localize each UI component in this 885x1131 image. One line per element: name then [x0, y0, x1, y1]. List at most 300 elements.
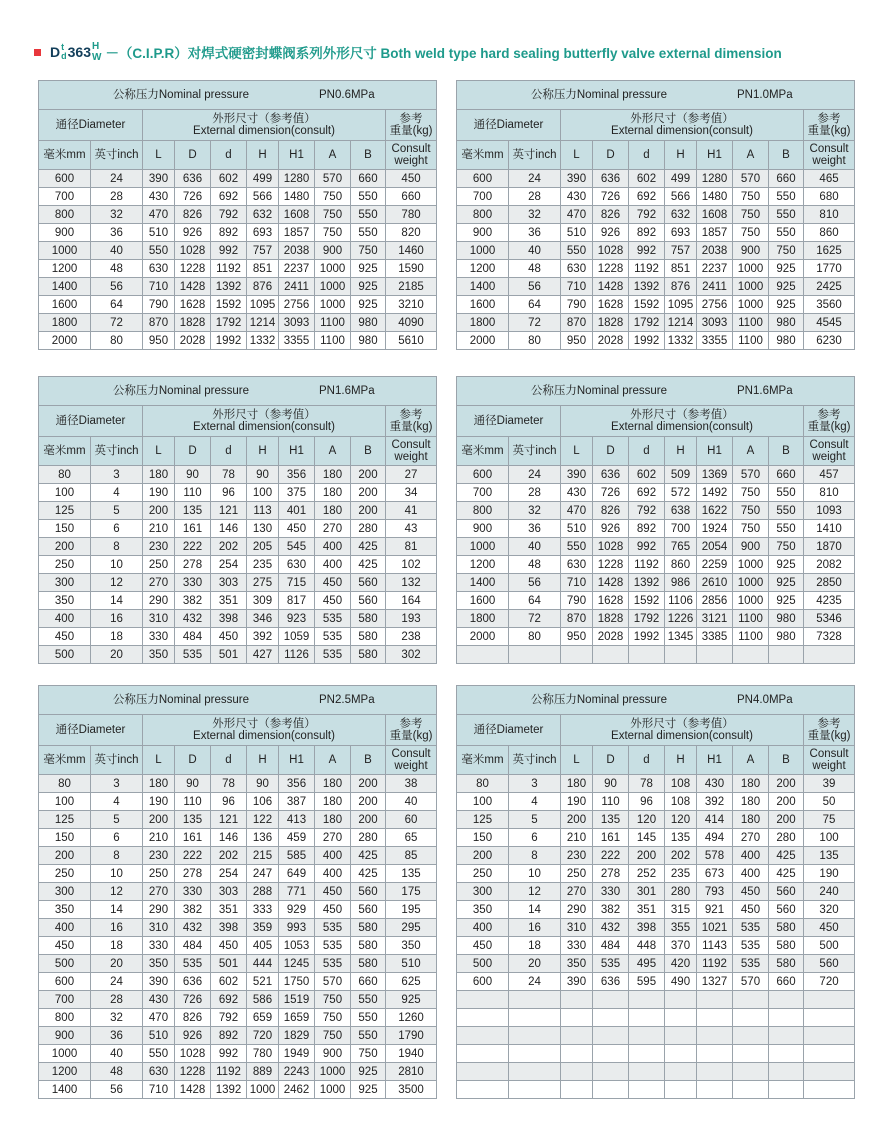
table-cell: 535: [733, 937, 769, 955]
table-cell: 1059: [279, 628, 315, 646]
table-row: [457, 466, 855, 484]
title-text: －（C.I.P.R）对焊式硬密封蝶阀系列外形尺寸 Both weld type hard sealing butterfly valve external dimension: [105, 46, 782, 61]
table-row: [457, 188, 855, 206]
table-cell: 100: [39, 793, 91, 811]
table-cell: 215: [247, 847, 279, 865]
table-cell: 190: [561, 793, 593, 811]
weight-header-cn-2: 重量(kg): [807, 730, 851, 742]
table-cell: 1000: [315, 278, 351, 296]
table-cell: 900: [733, 538, 769, 556]
table-cell: 1800: [39, 314, 91, 332]
weight-header-en-1: Consult: [809, 748, 849, 760]
table-cell: 1228: [175, 1063, 211, 1081]
table-cell: 270: [315, 520, 351, 538]
empty-cell: [561, 1081, 593, 1099]
table-cell: 202: [211, 538, 247, 556]
table-cell: 636: [593, 170, 629, 188]
empty-cell: [509, 646, 561, 664]
table-cell: 180: [315, 466, 351, 484]
table-cell: 3121: [697, 610, 733, 628]
table-cell: 700: [39, 188, 91, 206]
empty-cell: [593, 1009, 629, 1027]
table-cell: 40: [386, 793, 437, 811]
table-cell: 710: [143, 278, 175, 296]
table-row: [457, 314, 855, 332]
table-cell: 350: [457, 901, 509, 919]
table-cell: 3: [91, 466, 143, 484]
weight-header-cn-1: 参考: [399, 718, 423, 730]
table-cell: 926: [593, 224, 629, 242]
table-cell: 550: [143, 1045, 175, 1063]
table-cell: 925: [769, 592, 804, 610]
table-cell: 20: [91, 955, 143, 973]
table-cell: 32: [91, 1009, 143, 1027]
table-cell: 560: [351, 592, 386, 610]
column-header-a: A: [315, 746, 351, 775]
table-cell: 235: [247, 556, 279, 574]
table-cell: 1093: [804, 502, 855, 520]
table-cell: 200: [143, 502, 175, 520]
table-cell: 750: [315, 991, 351, 1009]
table-cell: 459: [279, 829, 315, 847]
table-row: [457, 206, 855, 224]
table-cell: 330: [175, 883, 211, 901]
table-cell: 572: [665, 484, 697, 502]
table-row: [457, 574, 855, 592]
table-cell: 484: [593, 937, 629, 955]
column-header-h1: H1: [279, 141, 315, 170]
table-cell: 1400: [39, 1081, 91, 1099]
table-cell: 90: [593, 775, 629, 793]
table-cell: 3: [91, 775, 143, 793]
column-header-a: A: [315, 141, 351, 170]
column-header-d: D: [175, 437, 211, 466]
table-cell: 48: [509, 260, 561, 278]
table-cell: 5: [91, 502, 143, 520]
table-cell: 925: [769, 260, 804, 278]
table-cell: 6: [509, 829, 561, 847]
table-cell: 550: [351, 1027, 386, 1045]
weight-header-en-1: Consult: [809, 439, 849, 451]
model-hw-top: H: [91, 41, 100, 52]
table-cell: 636: [175, 170, 211, 188]
table-cell: 121: [211, 502, 247, 520]
pressure-header: [39, 81, 437, 110]
empty-row: [457, 991, 855, 1009]
table-cell: 5610: [386, 332, 437, 350]
empty-cell: [509, 1009, 561, 1027]
column-header-h1: H1: [697, 141, 733, 170]
table-cell: 1392: [211, 1081, 247, 1099]
empty-cell: [629, 646, 665, 664]
table-cell: 659: [247, 1009, 279, 1027]
table-cell: 602: [629, 466, 665, 484]
pressure-header: [39, 686, 437, 715]
table-cell: 300: [457, 883, 509, 901]
column-header-mm: 毫米mm: [39, 746, 91, 775]
table-cell: 793: [697, 883, 733, 901]
table-cell: 925: [769, 278, 804, 296]
table-cell: 925: [769, 556, 804, 574]
table-cell: 1000: [247, 1081, 279, 1099]
pressure-value: PN1.6MPa: [319, 385, 375, 397]
table-cell: 309: [247, 592, 279, 610]
empty-cell: [733, 1063, 769, 1081]
table-cell: 535: [315, 628, 351, 646]
table-cell: 90: [175, 775, 211, 793]
table-cell: 602: [211, 170, 247, 188]
empty-cell: [457, 991, 509, 1009]
table-cell: 792: [629, 502, 665, 520]
table-cell: 750: [733, 188, 769, 206]
table-cell: 1000: [39, 1045, 91, 1063]
empty-cell: [561, 646, 593, 664]
table-cell: 900: [39, 224, 91, 242]
table-cell: 250: [39, 556, 91, 574]
table-cell: 4545: [804, 314, 855, 332]
table-cell: 400: [733, 847, 769, 865]
column-header-a: A: [733, 437, 769, 466]
table-row: [39, 1063, 437, 1081]
table-row: [457, 278, 855, 296]
table-row: [39, 937, 437, 955]
table-cell: 826: [593, 206, 629, 224]
empty-cell: [804, 1009, 855, 1027]
table-cell: 110: [175, 484, 211, 502]
column-header-d: d: [629, 437, 665, 466]
table-cell: 580: [351, 610, 386, 628]
table-cell: 432: [175, 919, 211, 937]
table-cell: 1000: [733, 260, 769, 278]
table-cell: 240: [804, 883, 855, 901]
table-cell: 14: [509, 901, 561, 919]
table-row: [39, 332, 437, 350]
table-row: [457, 592, 855, 610]
table-cell: 330: [143, 628, 175, 646]
table-cell: 254: [211, 556, 247, 574]
table-cell: 500: [39, 955, 91, 973]
table-cell: 1600: [39, 296, 91, 314]
empty-cell: [769, 1045, 804, 1063]
empty-cell: [593, 646, 629, 664]
table-cell: 1400: [457, 574, 509, 592]
diameter-header: 通径Diameter: [457, 715, 561, 746]
table-cell: 210: [561, 829, 593, 847]
table-cell: 1028: [593, 242, 629, 260]
model-hw-bottom: W: [91, 52, 102, 63]
table-cell: 580: [351, 919, 386, 937]
table-cell: 1028: [593, 538, 629, 556]
table-cell: 926: [593, 520, 629, 538]
table-cell: 750: [769, 538, 804, 556]
table-cell: 1949: [279, 1045, 315, 1063]
empty-cell: [769, 1081, 804, 1099]
column-header-weight: [804, 437, 855, 466]
empty-cell: [665, 991, 697, 1009]
empty-cell: [804, 1081, 855, 1099]
table-row: [457, 170, 855, 188]
table-cell: 210: [143, 520, 175, 538]
table-cell: 180: [733, 775, 769, 793]
table-cell: 550: [561, 538, 593, 556]
empty-cell: [769, 991, 804, 1009]
table-cell: 1000: [39, 242, 91, 260]
table-cell: 2237: [697, 260, 733, 278]
pressure-header-row: [39, 686, 437, 715]
pressure-header: [457, 81, 855, 110]
table-cell: 980: [351, 332, 386, 350]
table-cell: 765: [665, 538, 697, 556]
column-header-l: L: [561, 141, 593, 170]
column-header-a: A: [733, 746, 769, 775]
pressure-header: [457, 686, 855, 715]
table-cell: 80: [509, 628, 561, 646]
diameter-header: 通径Diameter: [457, 110, 561, 141]
table-cell: 400: [315, 865, 351, 883]
table-cell: 108: [665, 793, 697, 811]
diameter-header: 通径Diameter: [39, 715, 143, 746]
column-header-h: H: [247, 141, 279, 170]
dimension-header-en: External dimension(consult): [611, 125, 753, 137]
pressure-value: PN2.5MPa: [319, 694, 375, 706]
column-header-mm: 毫米mm: [457, 141, 509, 170]
weight-header-en-2: weight: [394, 760, 428, 772]
table-cell: 771: [279, 883, 315, 901]
table-row: [39, 242, 437, 260]
table-cell: 150: [39, 520, 91, 538]
table-row: [457, 242, 855, 260]
empty-row: [457, 1027, 855, 1045]
empty-cell: [665, 1063, 697, 1081]
table-cell: 3: [509, 775, 561, 793]
pressure-header: [457, 377, 855, 406]
table-cell: 860: [804, 224, 855, 242]
table-cell: 1226: [665, 610, 697, 628]
table-cell: 1192: [629, 260, 665, 278]
table-cell: 926: [175, 224, 211, 242]
column-header-d: d: [211, 746, 247, 775]
table-cell: 200: [629, 847, 665, 865]
weight-header-en-2: weight: [812, 451, 846, 463]
column-header-b: B: [351, 141, 386, 170]
table-cell: 10: [91, 556, 143, 574]
table-row: [39, 811, 437, 829]
table-cell: 38: [386, 775, 437, 793]
table-cell: 350: [143, 955, 175, 973]
table-cell: 680: [804, 188, 855, 206]
empty-cell: [629, 1063, 665, 1081]
table-cell: 2028: [175, 332, 211, 350]
empty-cell: [629, 1081, 665, 1099]
column-header-b: B: [351, 746, 386, 775]
table-cell: 3355: [697, 332, 733, 350]
table-cell: 580: [351, 955, 386, 973]
table-cell: 1100: [315, 332, 351, 350]
table-cell: 1228: [175, 260, 211, 278]
table-cell: 56: [509, 278, 561, 296]
table-cell: 710: [561, 574, 593, 592]
table-cell: 950: [561, 332, 593, 350]
empty-cell: [593, 1045, 629, 1063]
table-cell: 750: [733, 502, 769, 520]
table-row: [457, 538, 855, 556]
table-cell: 1100: [733, 628, 769, 646]
column-header-row: [457, 437, 855, 466]
empty-cell: [509, 1027, 561, 1045]
table-row: [39, 775, 437, 793]
dimension-header-cn: 外形尺寸（参考值）: [630, 113, 734, 125]
column-header-inch: 英寸inch: [91, 141, 143, 170]
table-cell: 726: [593, 188, 629, 206]
table-cell: 135: [665, 829, 697, 847]
pressure-header-row: [39, 81, 437, 110]
table-cell: 450: [733, 883, 769, 901]
table-cell: 750: [351, 1045, 386, 1063]
table-cell: 1327: [697, 973, 733, 991]
weight-header-cn-1: 参考: [817, 409, 841, 421]
weight-header-cn-2: 重量(kg): [807, 421, 851, 433]
table-cell: 851: [247, 260, 279, 278]
table-cell: 1200: [457, 260, 509, 278]
table-cell: 80: [91, 332, 143, 350]
table-cell: 900: [733, 242, 769, 260]
table-cell: 660: [351, 973, 386, 991]
empty-cell: [697, 1081, 733, 1099]
table-cell: 430: [143, 188, 175, 206]
table-row: [457, 955, 855, 973]
table-cell: 180: [315, 811, 351, 829]
table-cell: 1870: [804, 538, 855, 556]
weight-header-cn-1: 参考: [817, 113, 841, 125]
table-row: [457, 811, 855, 829]
table-cell: 193: [386, 610, 437, 628]
table-cell: 150: [39, 829, 91, 847]
table-cell: 720: [804, 973, 855, 991]
column-header-inch: 英寸inch: [509, 141, 561, 170]
table-cell: 1100: [733, 332, 769, 350]
table-cell: 980: [351, 314, 386, 332]
table-cell: 570: [733, 170, 769, 188]
table-cell: 72: [509, 314, 561, 332]
column-header-h1: H1: [697, 437, 733, 466]
table-cell: 398: [211, 610, 247, 628]
dimension-header-row: [39, 406, 437, 437]
pressure-header-row: [39, 377, 437, 406]
table-cell: 750: [351, 242, 386, 260]
table-cell: 430: [561, 484, 593, 502]
pressure-header-row: [457, 81, 855, 110]
table-cell: 510: [386, 955, 437, 973]
table-cell: 600: [457, 170, 509, 188]
table-cell: 270: [315, 829, 351, 847]
table-cell: 420: [665, 955, 697, 973]
table-row: [457, 865, 855, 883]
table-cell: 275: [247, 574, 279, 592]
table-cell: 450: [457, 937, 509, 955]
table-cell: 450: [39, 628, 91, 646]
table-cell: 400: [733, 865, 769, 883]
table-cell: 2462: [279, 1081, 315, 1099]
table-cell: 382: [593, 901, 629, 919]
empty-cell: [733, 646, 769, 664]
table-cell: 580: [769, 937, 804, 955]
table-cell: 826: [175, 206, 211, 224]
empty-cell: [697, 1009, 733, 1027]
table-cell: 892: [629, 520, 665, 538]
table-cell: 1100: [733, 314, 769, 332]
table-cell: 1200: [39, 1063, 91, 1081]
table-cell: 600: [39, 973, 91, 991]
table-cell: 280: [351, 520, 386, 538]
table-cell: 12: [91, 574, 143, 592]
table-cell: 1992: [629, 628, 665, 646]
table-cell: 923: [279, 610, 315, 628]
table-cell: 210: [143, 829, 175, 847]
table-cell: 2054: [697, 538, 733, 556]
table-cell: 925: [769, 574, 804, 592]
table-row: [39, 973, 437, 991]
table-cell: 2856: [697, 592, 733, 610]
dimension-table: [456, 685, 855, 1099]
table-cell: 1095: [665, 296, 697, 314]
table-cell: 495: [629, 955, 665, 973]
table-cell: 980: [769, 332, 804, 350]
model-sub: d: [61, 51, 67, 61]
table-cell: 630: [561, 260, 593, 278]
table-cell: 351: [211, 901, 247, 919]
weight-header-cn-1: 参考: [399, 409, 423, 421]
dimension-header-row: [457, 406, 855, 437]
table-cell: 28: [91, 188, 143, 206]
empty-cell: [509, 1045, 561, 1063]
table-cell: 870: [561, 610, 593, 628]
table-cell: 1106: [665, 592, 697, 610]
table-cell: 692: [629, 188, 665, 206]
table-cell: 427: [247, 646, 279, 664]
table-cell: 929: [279, 901, 315, 919]
pressure-label: 公称压力Nominal pressure: [530, 694, 667, 706]
table-cell: 660: [769, 170, 804, 188]
table-cell: 660: [351, 170, 386, 188]
table-cell: 288: [247, 883, 279, 901]
table-cell: 120: [629, 811, 665, 829]
table-cell: 900: [39, 1027, 91, 1045]
table-cell: 175: [386, 883, 437, 901]
table-row: [39, 538, 437, 556]
table-cell: 290: [143, 592, 175, 610]
table-row: [39, 592, 437, 610]
table-cell: 925: [351, 278, 386, 296]
table-cell: 570: [733, 973, 769, 991]
table-cell: 986: [665, 574, 697, 592]
table-cell: 470: [143, 1009, 175, 1027]
table-cell: 4090: [386, 314, 437, 332]
table-cell: 320: [804, 901, 855, 919]
table-cell: 16: [509, 919, 561, 937]
table-cell: 800: [457, 502, 509, 520]
table-cell: 350: [39, 901, 91, 919]
table-cell: 356: [279, 775, 315, 793]
table-cell: 1829: [279, 1027, 315, 1045]
empty-cell: [561, 1009, 593, 1027]
table-cell: 1021: [697, 919, 733, 937]
table-cell: 16: [91, 919, 143, 937]
column-header-h1: H1: [279, 746, 315, 775]
table-cell: 566: [247, 188, 279, 206]
table-row: [457, 502, 855, 520]
table-cell: 108: [665, 775, 697, 793]
table-cell: 350: [386, 937, 437, 955]
